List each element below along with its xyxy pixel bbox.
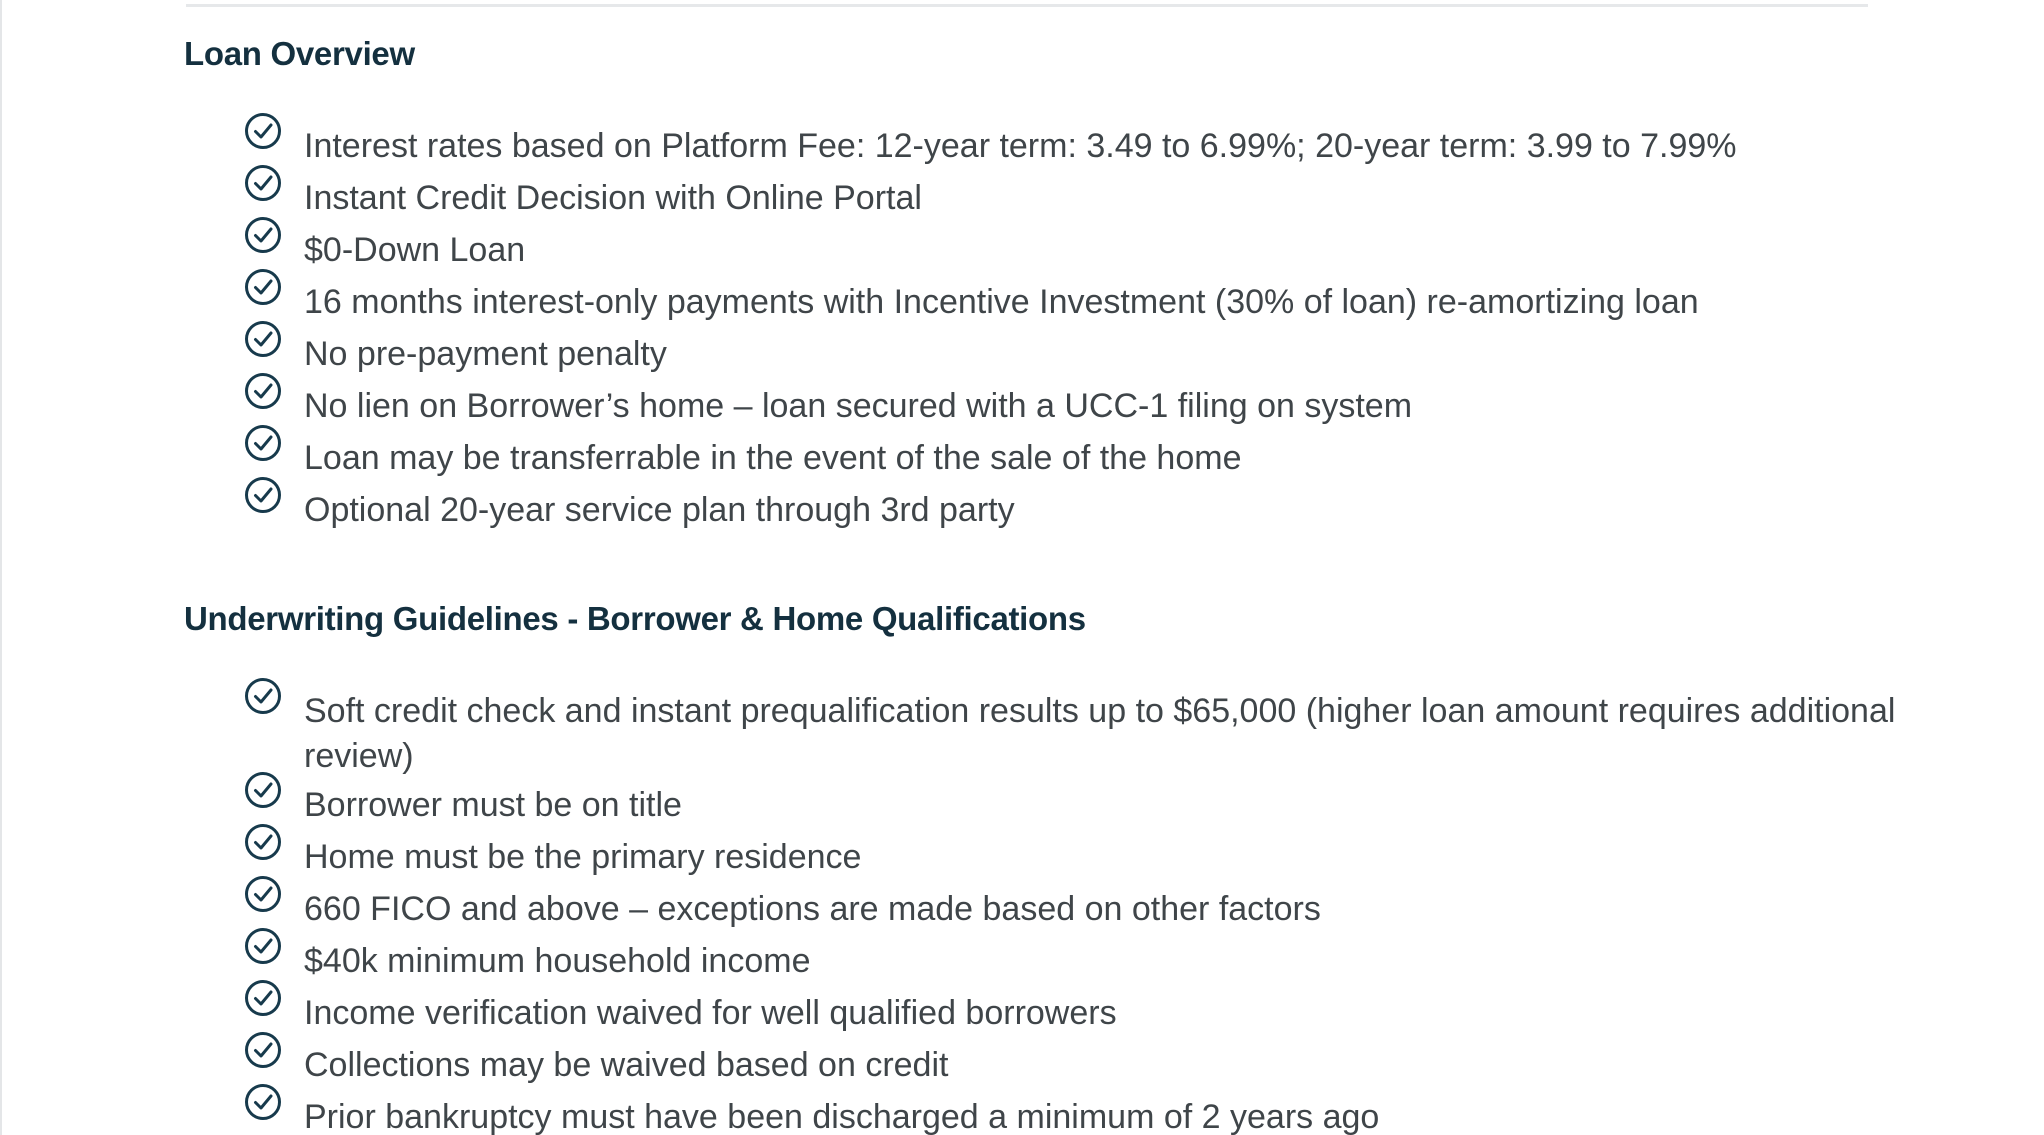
list-item (184, 276, 1904, 328)
list-item (184, 328, 1904, 380)
list-item-text: Soft credit check and instant prequalification results up to $65,000 (higher loan amount requires additional review) (304, 692, 1896, 775)
list-item (184, 120, 1904, 172)
page-left-border (0, 0, 2, 1135)
check-circle-icon (244, 372, 282, 410)
list-item (184, 935, 1904, 987)
list-item-text: Loan may be transferrable in the event of the sale of the home (304, 439, 1242, 477)
underwriting-section (184, 595, 1904, 1135)
list-item (184, 224, 1904, 276)
list-item (184, 484, 1904, 536)
check-circle-icon (244, 927, 282, 965)
check-circle-icon (244, 216, 282, 254)
list-item (184, 1091, 1904, 1135)
check-circle-icon (244, 424, 282, 462)
list-item-text: Collections may be waived based on credit (304, 1046, 949, 1084)
check-circle-icon (244, 677, 282, 715)
list-item-text: Income verification waived for well qualified borrowers (304, 994, 1117, 1032)
check-circle-icon (244, 268, 282, 306)
list-item-text: Home must be the primary residence (304, 838, 862, 876)
list-item-text: Optional 20-year service plan through 3rd party (304, 491, 1015, 529)
list-item (184, 685, 1904, 779)
list-item-text: Interest rates based on Platform Fee: 12-year term: 3.49 to 6.99%; 20-year term: 3.99 to 7.99% (304, 127, 1737, 165)
list-item (184, 432, 1904, 484)
list-item-text: Prior bankruptcy must have been discharged a minimum of 2 years ago (304, 1098, 1380, 1135)
check-circle-icon (244, 164, 282, 202)
list-item-text: No lien on Borrower’s home – loan secured with a UCC-1 filing on system (304, 387, 1413, 425)
list-item-text: Borrower must be on title (304, 786, 682, 824)
list-item-text: No pre-payment penalty (304, 335, 667, 373)
list-item (184, 380, 1904, 432)
list-item-text: Instant Credit Decision with Online Portal (304, 179, 922, 217)
list-item (184, 1039, 1904, 1091)
check-circle-icon (244, 320, 282, 358)
check-circle-icon (244, 1031, 282, 1069)
list-item-text: $40k minimum household income (304, 942, 811, 980)
top-divider (186, 4, 1868, 7)
list-item-text: $0-Down Loan (304, 231, 526, 269)
check-circle-icon (244, 476, 282, 514)
underwriting-list (184, 685, 1904, 1135)
loan-overview-heading: Loan Overview (184, 35, 415, 72)
check-circle-icon (244, 875, 282, 913)
check-circle-icon (244, 771, 282, 809)
loan-overview-list (184, 120, 1904, 536)
list-item (184, 987, 1904, 1039)
loan-overview-section (184, 30, 1904, 536)
list-item (184, 831, 1904, 883)
check-circle-icon (244, 1083, 282, 1121)
check-circle-icon (244, 823, 282, 861)
list-item (184, 883, 1904, 935)
check-circle-icon (244, 979, 282, 1017)
list-item (184, 172, 1904, 224)
list-item (184, 779, 1904, 831)
check-circle-icon (244, 112, 282, 150)
list-item-text: 16 months interest-only payments with Incentive Investment (30% of loan) re-amortizing loan (304, 283, 1699, 321)
list-item-text: 660 FICO and above – exceptions are made based on other factors (304, 890, 1321, 928)
underwriting-heading: Underwriting Guidelines - Borrower & Home Qualifications (184, 600, 1086, 637)
